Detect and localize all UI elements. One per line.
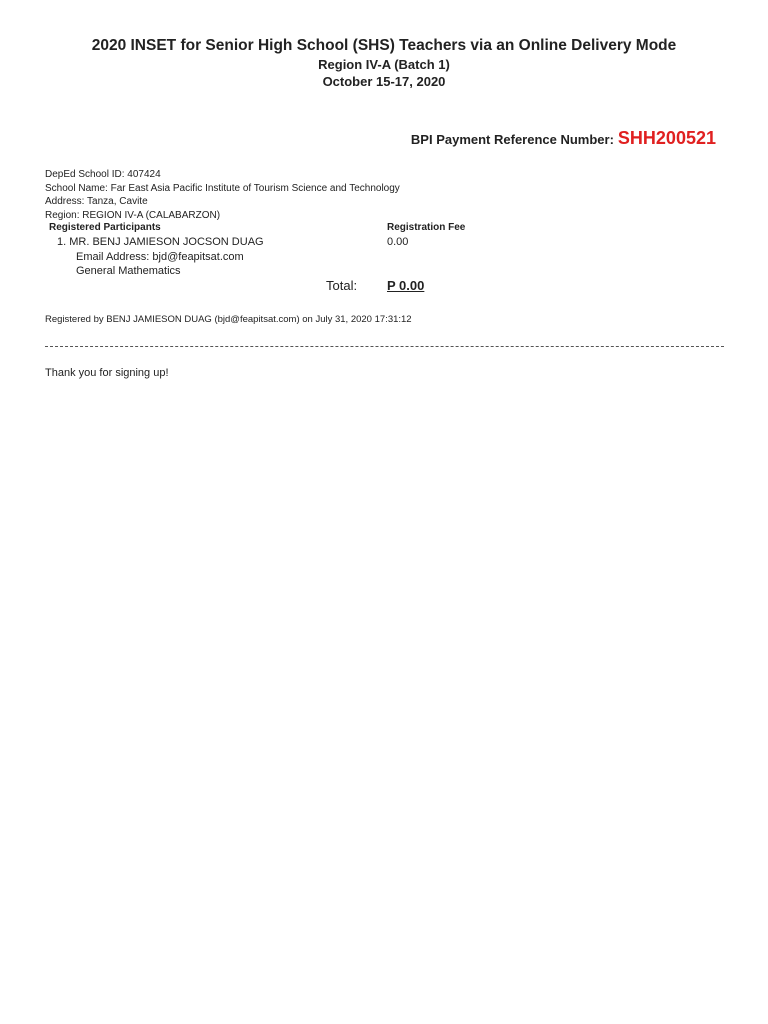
participant-name: 1. MR. BENJ JAMIESON JOCSON DUAG [57, 236, 264, 248]
payment-reference [411, 128, 716, 149]
school-region: Region: REGION IV-A (CALABARZON) [45, 209, 221, 221]
school-address: Address: Tanza, Cavite [45, 196, 148, 207]
event-dates: October 15-17, 2020 [322, 74, 446, 89]
payment-reference-label: BPI Payment Reference Number: [410, 132, 614, 147]
school-info [45, 168, 400, 222]
dashed-divider [45, 346, 724, 347]
school-name: School Name: Far East Asia Pacific Institute of Tourism Science and Technology [45, 182, 400, 194]
document-title: 2020 INSET for Senior High School (SHS) Teachers via an Online Delivery Mode [91, 37, 677, 54]
total-value: P 0.00 [387, 278, 425, 293]
participants-column-header: Registered Participants [49, 222, 161, 233]
document-header [0, 36, 768, 90]
payment-reference-number: SHH200521 [617, 128, 716, 148]
fee-column-header: Registration Fee [387, 222, 466, 233]
school-id: DepEd School ID: 407424 [45, 169, 161, 180]
participant-email: Email Address: bjd@feapitsat.com [76, 250, 244, 263]
participant-fee: 0.00 [387, 236, 409, 248]
registered-by-note: Registered by BENJ JAMIESON DUAG (bjd@feapitsat.com) on July 31, 2020 17:31:12 [45, 314, 412, 325]
participant-entry [57, 235, 264, 279]
region-batch: Region IV-A (Batch 1) [318, 57, 450, 72]
participant-subject: General Mathematics [76, 265, 181, 277]
total-label: Total: [326, 278, 358, 293]
thank-you-message: Thank you for signing up! [45, 367, 169, 379]
